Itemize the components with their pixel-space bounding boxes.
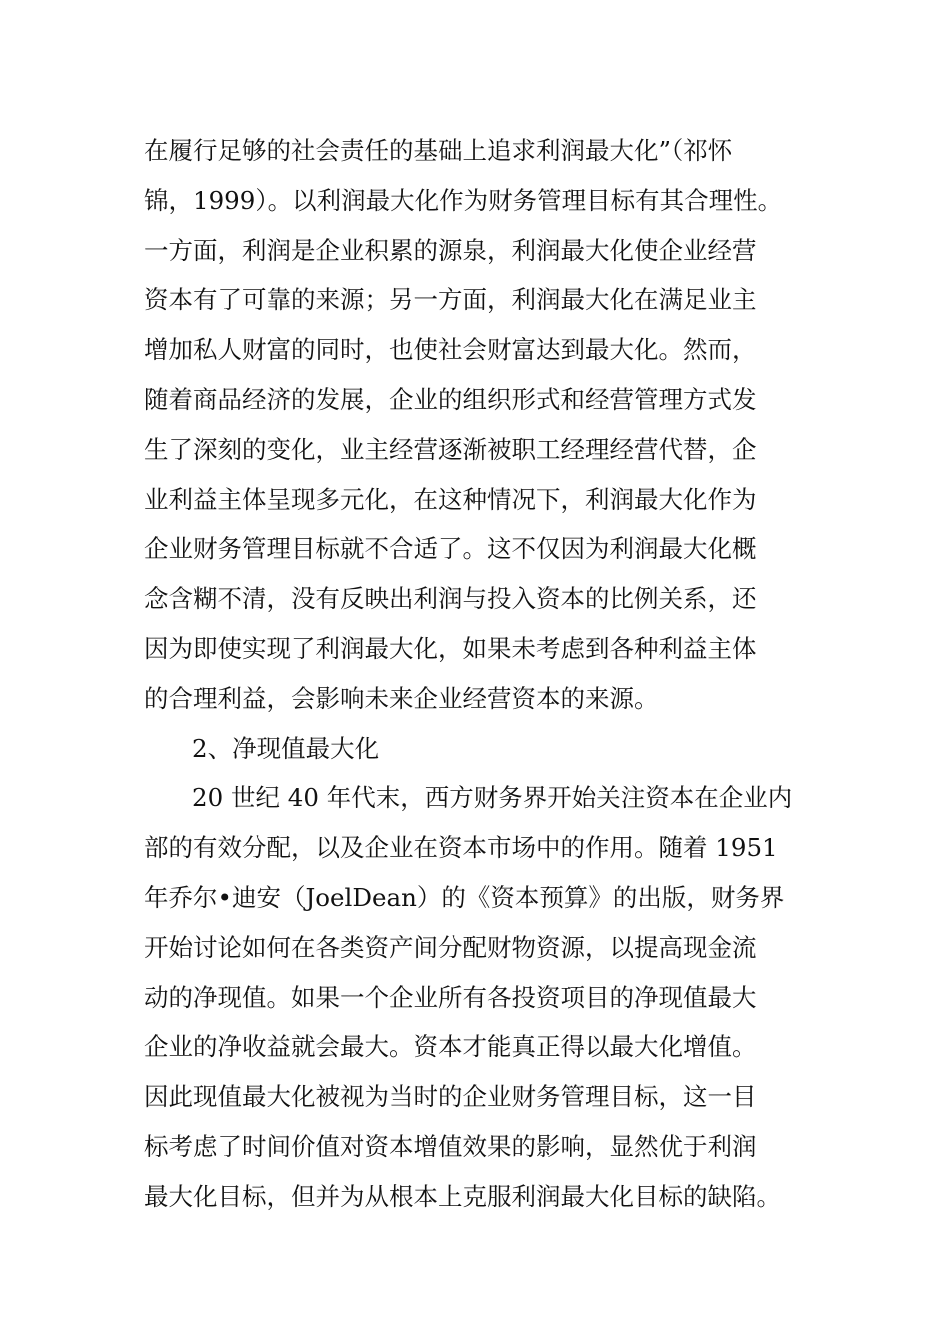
text-line: 标考虑了时间价值对资本增值效果的影响，显然优于利润 (144, 1131, 757, 1161)
text-line: 业利益主体呈现多元化，在这种情况下，利润最大化作为 (144, 484, 757, 514)
text-line: 企业财务管理目标就不合适了。这不仅因为利润最大化概 (144, 534, 757, 564)
text-line: 企业的净收益就会最大。资本才能真正得以最大化增值。 (144, 1032, 757, 1062)
text-line: 年乔尔•迪安（JoelDean）的《资本预算》的出版，财务界 (144, 882, 785, 912)
text-line: 因此现值最大化被视为当时的企业财务管理目标，这一目 (144, 1082, 757, 1112)
text-line: 随着商品经济的发展，企业的组织形式和经营管理方式发 (144, 384, 757, 414)
text-line: 在履行足够的社会责任的基础上追求利润最大化”（祁怀 (144, 136, 733, 165)
text-line: 增加私人财富的同时，也使社会财富达到最大化。然而， (144, 335, 757, 365)
text-line: 开始讨论如何在各类资产间分配财物资源，以提高现金流 (144, 932, 757, 962)
text-line: 锦，1999）。以利润最大化作为财务管理目标有其合理性。 (144, 185, 783, 215)
body-text (144, 126, 824, 1222)
text-line: 因为即使实现了利润最大化，如果未考虑到各种利益主体 (144, 633, 757, 663)
text-line: 一方面，利润是企业积累的源泉，利润最大化使企业经营 (144, 235, 757, 265)
text-line: 20 世纪 40 年代末，西方财务界开始关注资本在企业内 (192, 783, 793, 813)
section-heading: 2、净现值最大化 (192, 733, 380, 763)
text-line: 动的净现值。如果一个企业所有各投资项目的净现值最大 (144, 982, 757, 1012)
text-line: 资本有了可靠的来源；另一方面，利润最大化在满足业主 (144, 285, 757, 315)
paragraph-profit-maximization (144, 126, 824, 724)
text-line: 生了深刻的变化，业主经营逐渐被职工经理经营代替，企 (144, 434, 757, 464)
text-line: 最大化目标，但并为从根本上克服利润最大化目标的缺陷。 (144, 1181, 781, 1211)
paragraph-npv-maximization (144, 773, 824, 1221)
text-line: 念含糊不清，没有反映出利润与投入资本的比例关系，还 (144, 584, 757, 614)
text-line: 部的有效分配，以及企业在资本市场中的作用。随着 1951 (144, 833, 778, 863)
text-line: 的合理利益，会影响未来企业经营资本的来源。 (144, 683, 659, 713)
